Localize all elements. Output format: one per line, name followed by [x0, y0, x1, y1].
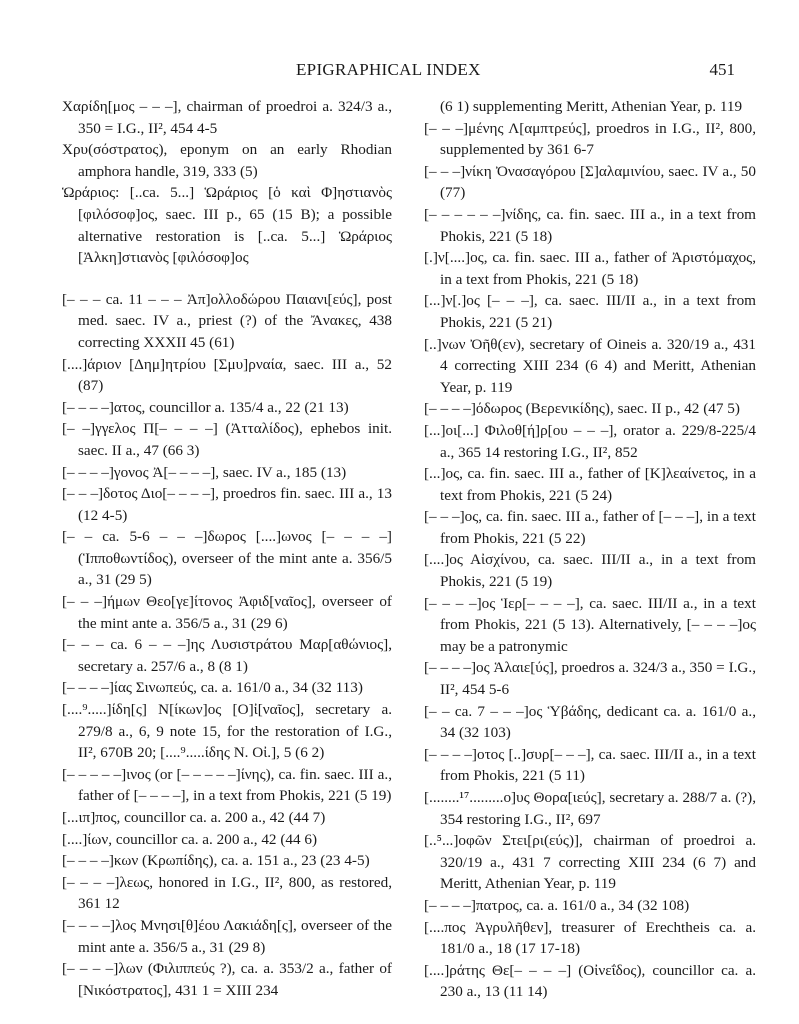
- index-entry: Χρυ(σόστρατος), eponym on an early Rhodian amphora handle, 319, 333 (5): [62, 141, 392, 180]
- index-entry: [....]άριον [Δημ]ητρίου [Σμυ]ρναία, saec. III a., 52 (87): [62, 355, 392, 395]
- index-entry: [..]νων Ὀῆθ(εν), secretary of Oineis a. 320/19 a., 431 4 correcting XIII 234 (6 4) and Meritt, Athenian Year, p. 119: [424, 335, 756, 396]
- index-entry: [....]ίων, councillor ca. a. 200 a., 42 (44 6): [62, 830, 318, 848]
- index-entry: [– – –]ήμων Θεο[γε]ίτονος Ἀφιδ[ναῖος], overseer of the mint ante a. 356/5 a., 31 (29 6): [62, 593, 392, 632]
- index-entry: [....⁹.....]ίδη[ς] Ν[ίκων]ος [Ο]ἰ[ναῖος], secretary a. 279/8 a., 6, 9 note 15, for the restoration of I.G., II², 670B 20; [....⁹.....ίδης Ν. Οἰ.], 5 (6 2): [62, 701, 392, 762]
- index-entry: [– – – – –]ινος (or [– – – – –]ίνης), ca. fin. saec. III a., father of [– – – –], in a text from Phokis, 221 (5 19): [62, 765, 392, 805]
- index-entry: [– – –]νίκη Ὀνασαγόρου [Σ]αλαμινίου, saec. IV a., 50 (77): [424, 162, 756, 202]
- running-head: [0, 60, 799, 84]
- index-entry: [........¹⁷.........ο]υς Θορα[ιεύς], secretary a. 288/7 a. (?), 354 restoring I.G., II², 697: [424, 789, 756, 828]
- index-entry: [– – – –]λος Μνησι[θ]έου Λακιάδη[ς], overseer of the mint ante a. 356/5 a., 31 (29 8): [62, 916, 392, 956]
- index-entry: [– – – –]λεως, honored in I.G., II², 800, as restored, 361 12: [62, 873, 392, 913]
- index-entry: [– – –]δοτος Διο[– – – –], proedros fin. saec. III a., 13 (12 4-5): [62, 485, 392, 524]
- index-entry: [– – – –]πατρος, ca. a. 161/0 a., 34 (32 108): [424, 896, 690, 914]
- index-entry: [– – – – – –]νίδης, ca. fin. saec. III a., in a text from Phokis, 221 (5 18): [424, 205, 756, 245]
- index-entry: [– – ca. 7 – – –]ος Ὑβάδης, dedicant ca. a. 161/0 a., 34 (32 103): [424, 702, 756, 742]
- page-number: 451: [709, 60, 735, 79]
- index-entry: [....]ράτης Θε[– – – –] (Οἰνεΐδος), councillor ca. a. 230 a., 13 (11 14): [424, 961, 756, 1001]
- index-entry: [– – – –]ίας Σινωπεύς, ca. a. 161/0 a., 34 (32 113): [62, 679, 363, 697]
- index-entry: [– – – ca. 6 – – –]ης Λυσιστράτου Μαρ[αθώνιος], secretary a. 257/6 a., 8 (8 1): [62, 636, 392, 675]
- index-entry: [....]ος Αἰσχίνου, ca. saec. III/II a., in a text from Phokis, 221 (5 19): [424, 551, 756, 591]
- index-entry: [– – –]μένης Λ[αμπτρεύς], proedros in I.G., II², 800, supplemented by 361 6-7: [424, 119, 756, 159]
- index-entry: [– – – –]όδωρος (Βερενικίδης), saec. II p., 42 (47 5): [424, 400, 740, 418]
- index-entry: [...]ος, ca. fin. saec. III a., father of [Κ]λεαίνετος, in a text from Phokis, 221 (5 24): [424, 465, 756, 504]
- index-entry: [...ιπ]πος, councillor ca. a. 200 a., 42 (44 7): [62, 809, 326, 826]
- index-entry: [– – –]ος, ca. fin. saec. III a., father of [– – –], in a text from Phokis, 221 (5 22): [424, 508, 756, 547]
- left-column: [62, 96, 392, 1001]
- index-entry: [...]ν[.]ος [– – –], ca. saec. III/II a., in a text from Phokis, 221 (5 21): [424, 292, 756, 331]
- index-entry: [– – – –]ος Ἱερ[– – – –], ca. saec. III/II a., in a text from Phokis, 221 (5 13). Alternatively, [– – – –]ος may be a patronymic: [424, 594, 756, 655]
- index-entry: [.]ν[....]ος, ca. fin. saec. III a., father of Ἀριστόμαχος, in a text from Phokis, 221 (5 18): [424, 249, 756, 288]
- right-column: [424, 96, 756, 1003]
- index-entry: [– – – –]κων (Κρωπίδης), ca. a. 151 a., 23 (23 4-5): [62, 852, 370, 870]
- page-title: EPIGRAPHICAL INDEX: [296, 60, 481, 79]
- index-entry: [– – – –]λων (Φιλιππεύς ?), ca. a. 353/2 a., father of [Νικόστρατος], 431 1 = XIII 234: [62, 960, 392, 999]
- index-entry: [...]οι[...] Φιλοθ[ή]ρ[ου – – –], orator a. 229/8-225/4 a., 365 14 restoring I.G., II², 852: [424, 421, 756, 461]
- index-entry: Ὡράριος: [..ca. 5...] Ὡράριος [ὁ καὶ Φ]ηστιανὸς [φιλόσοφ]ος, saec. III p., 65 (15 B); a possible alternative restoration is [..ca. 5...] Ὡράριος [Ἀλκη]στιανὸς [φιλόσοφ]ος: [62, 184, 392, 267]
- index-entry: [– – – –]ατος, councillor a. 135/4 a., 22 (21 13): [62, 398, 349, 416]
- index-entry: [– – – –]ος Ἁλαιε[ύς], proedros a. 324/3 a., 350 = I.G., II², 454 5-6: [424, 659, 756, 699]
- index-entry: Χαρίδη[μος – – –], chairman of proedroi a. 324/3 a., 350 = I.G., II², 454 4-5: [62, 98, 392, 137]
- index-entry-continuation: (6 1) supplementing Meritt, Athenian Year, p. 119: [440, 98, 743, 115]
- index-entry: [– –]γγελος Π[– – – –] (Ἀτταλίδος), ephebos init. saec. II a., 47 (66 3): [62, 420, 392, 459]
- index-entry: [– – – –]οτος [..]συρ[– – –], ca. saec. III/II a., in a text from Phokis, 221 (5 11): [424, 745, 756, 785]
- index-entry: [– – ca. 5-6 – – –]δωρος [....]ωνος [– – – –] (Ἱπποθωντίδος), overseer of the mint ante a. 356/5 a., 31 (29 5): [62, 528, 392, 589]
- index-entry: [..⁵...]οφῶν Στει[ρι(εύς)], chairman of proedroi a. 320/19 a., 431 7 correcting XIII 234 (6 7) and Meritt, Athenian Year, p. 119: [424, 832, 756, 893]
- index-entry: [....πος Ἀγρυλῆθεν], treasurer of Erechtheis ca. a. 181/0 a., 18 (17 17-18): [424, 918, 756, 958]
- index-entry: [– – – ca. 11 – – – Ἀπ]ολλοδώρου Παιανι[εύς], post med. saec. IV a., priest (?) of the Ἄνακες, 438 correcting XXXII 45 (61): [62, 290, 392, 351]
- index-entry: [– – – –]γονος Ἀ[– – – –], saec. IV a., 185 (13): [62, 463, 347, 481]
